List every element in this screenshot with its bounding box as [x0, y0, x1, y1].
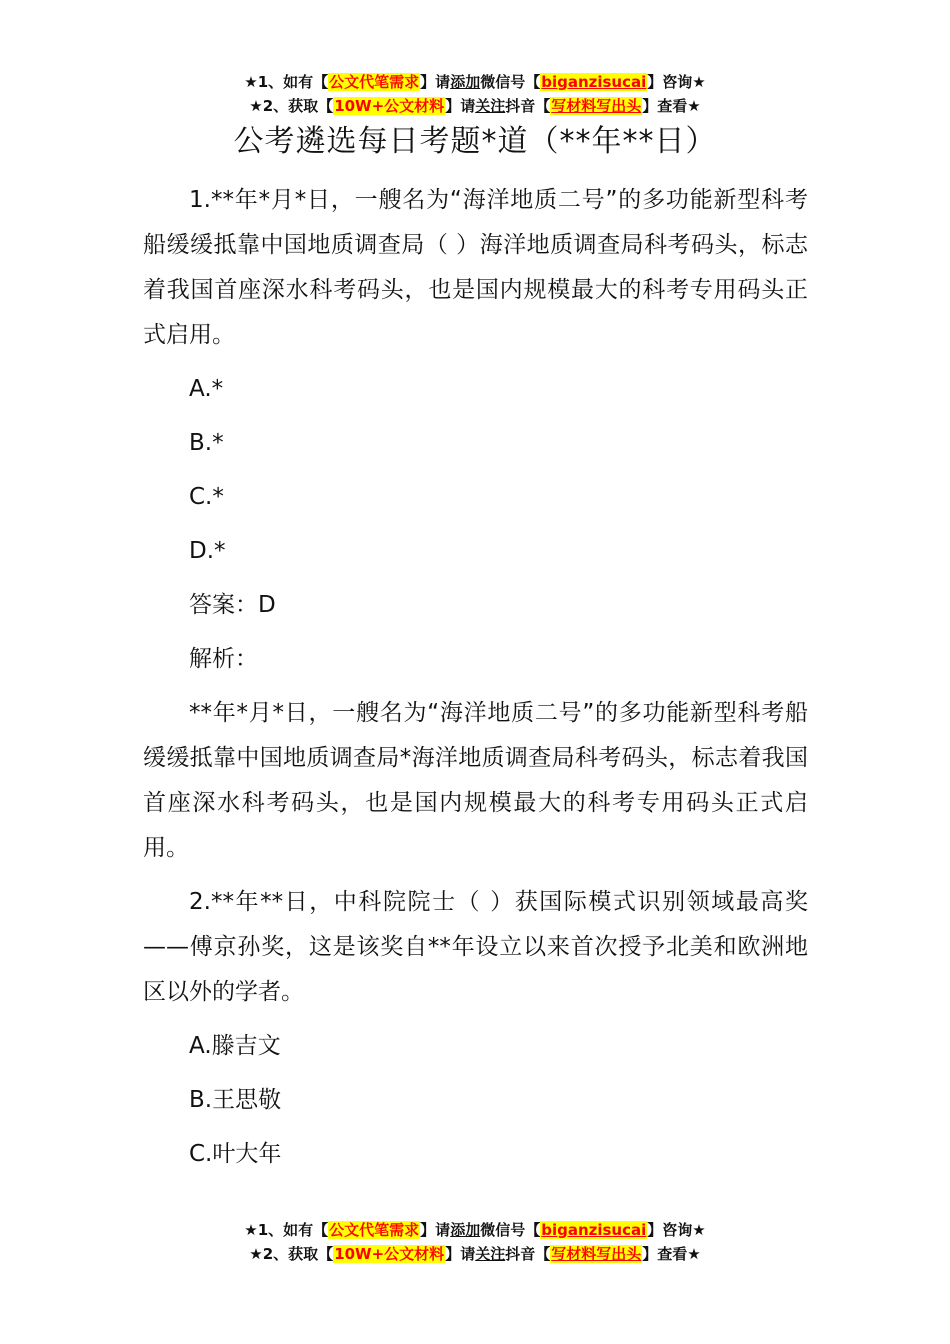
banner-highlight: 公文代笔需求: [329, 1221, 420, 1239]
footer-banner: [0, 1218, 950, 1266]
banner-highlight: 公文代笔需求: [329, 73, 420, 91]
banner-text: 】请: [420, 73, 451, 91]
banner-text: 】咨询★: [647, 73, 706, 91]
banner-highlight-wechat: biganzisucai: [541, 73, 647, 91]
banner-highlight-douyin: 写材料写出头: [551, 1245, 642, 1263]
banner-highlight-douyin: 写材料写出头: [551, 97, 642, 115]
banner-underlined-text: 关注: [475, 97, 506, 115]
question-2-option-c: C.叶大年: [189, 1141, 282, 1167]
question-1-answer: 答案：D: [189, 592, 276, 618]
banner-highlight: 10W+公文材料: [334, 1245, 445, 1263]
question-1-option-a: A.*: [189, 376, 224, 402]
banner-underlined-text: 添加: [450, 73, 481, 91]
banner-text: 】请: [445, 1245, 476, 1263]
banner-line-2: [0, 94, 950, 118]
question-2-option-b: B.王思敬: [189, 1087, 282, 1113]
banner-text: ★2、获取【: [249, 97, 334, 115]
banner-text: ★1、如有【: [244, 1221, 329, 1239]
question-1-option-c: C.*: [189, 484, 224, 510]
question-1-option-b: B.*: [189, 430, 224, 456]
banner-highlight: 10W+公文材料: [334, 97, 445, 115]
banner-text: 】查看★: [642, 97, 701, 115]
banner-text: 抖音【: [505, 1245, 551, 1263]
banner-line-2: [0, 1242, 950, 1266]
banner-text: 】请: [445, 97, 476, 115]
banner-text: 微信号【: [480, 73, 541, 91]
banner-line-1: [0, 1218, 950, 1242]
banner-highlight-wechat: biganzisucai: [541, 1221, 647, 1239]
header-banner: [0, 70, 950, 118]
banner-text: 】请: [420, 1221, 451, 1239]
question-2-option-a: A.滕吉文: [189, 1033, 281, 1059]
document-body: [143, 178, 808, 1177]
banner-line-1: [0, 70, 950, 94]
banner-text: ★2、获取【: [249, 1245, 334, 1263]
question-1-option-d: D.*: [189, 538, 226, 564]
banner-text: 】查看★: [642, 1245, 701, 1263]
page-title: 公考遴选每日考题*道（**年**日）: [233, 124, 717, 159]
banner-underlined-text: 关注: [475, 1245, 506, 1263]
question-2-stem: 2.**年**日，中科院院士（ ）获国际模式识别领域最高奖——傅京孙奖，这是该奖自**年设立以来首次授予北美和欧洲地区以外的学者。: [143, 889, 808, 1005]
banner-underlined-text: 添加: [450, 1221, 481, 1239]
banner-text: 】咨询★: [647, 1221, 706, 1239]
question-1-analysis-label: 解析：: [189, 646, 258, 672]
banner-text: 抖音【: [505, 97, 551, 115]
question-1-analysis: **年*月*日，一艘名为“海洋地质二号”的多功能新型科考船缓缓抵靠中国地质调查局*海洋地质调查局科考码头，标志着我国首座深水科考码头，也是国内规模最大的科考专用码头正式启用。: [143, 700, 808, 861]
question-1-stem: 1.**年*月*日，一艘名为“海洋地质二号”的多功能新型科考船缓缓抵靠中国地质调查局（ ）海洋地质调查局科考码头，标志着我国首座深水科考码头，也是国内规模最大的科考专用码头正式启用。: [143, 187, 808, 348]
banner-text: 微信号【: [480, 1221, 541, 1239]
banner-text: ★1、如有【: [244, 73, 329, 91]
